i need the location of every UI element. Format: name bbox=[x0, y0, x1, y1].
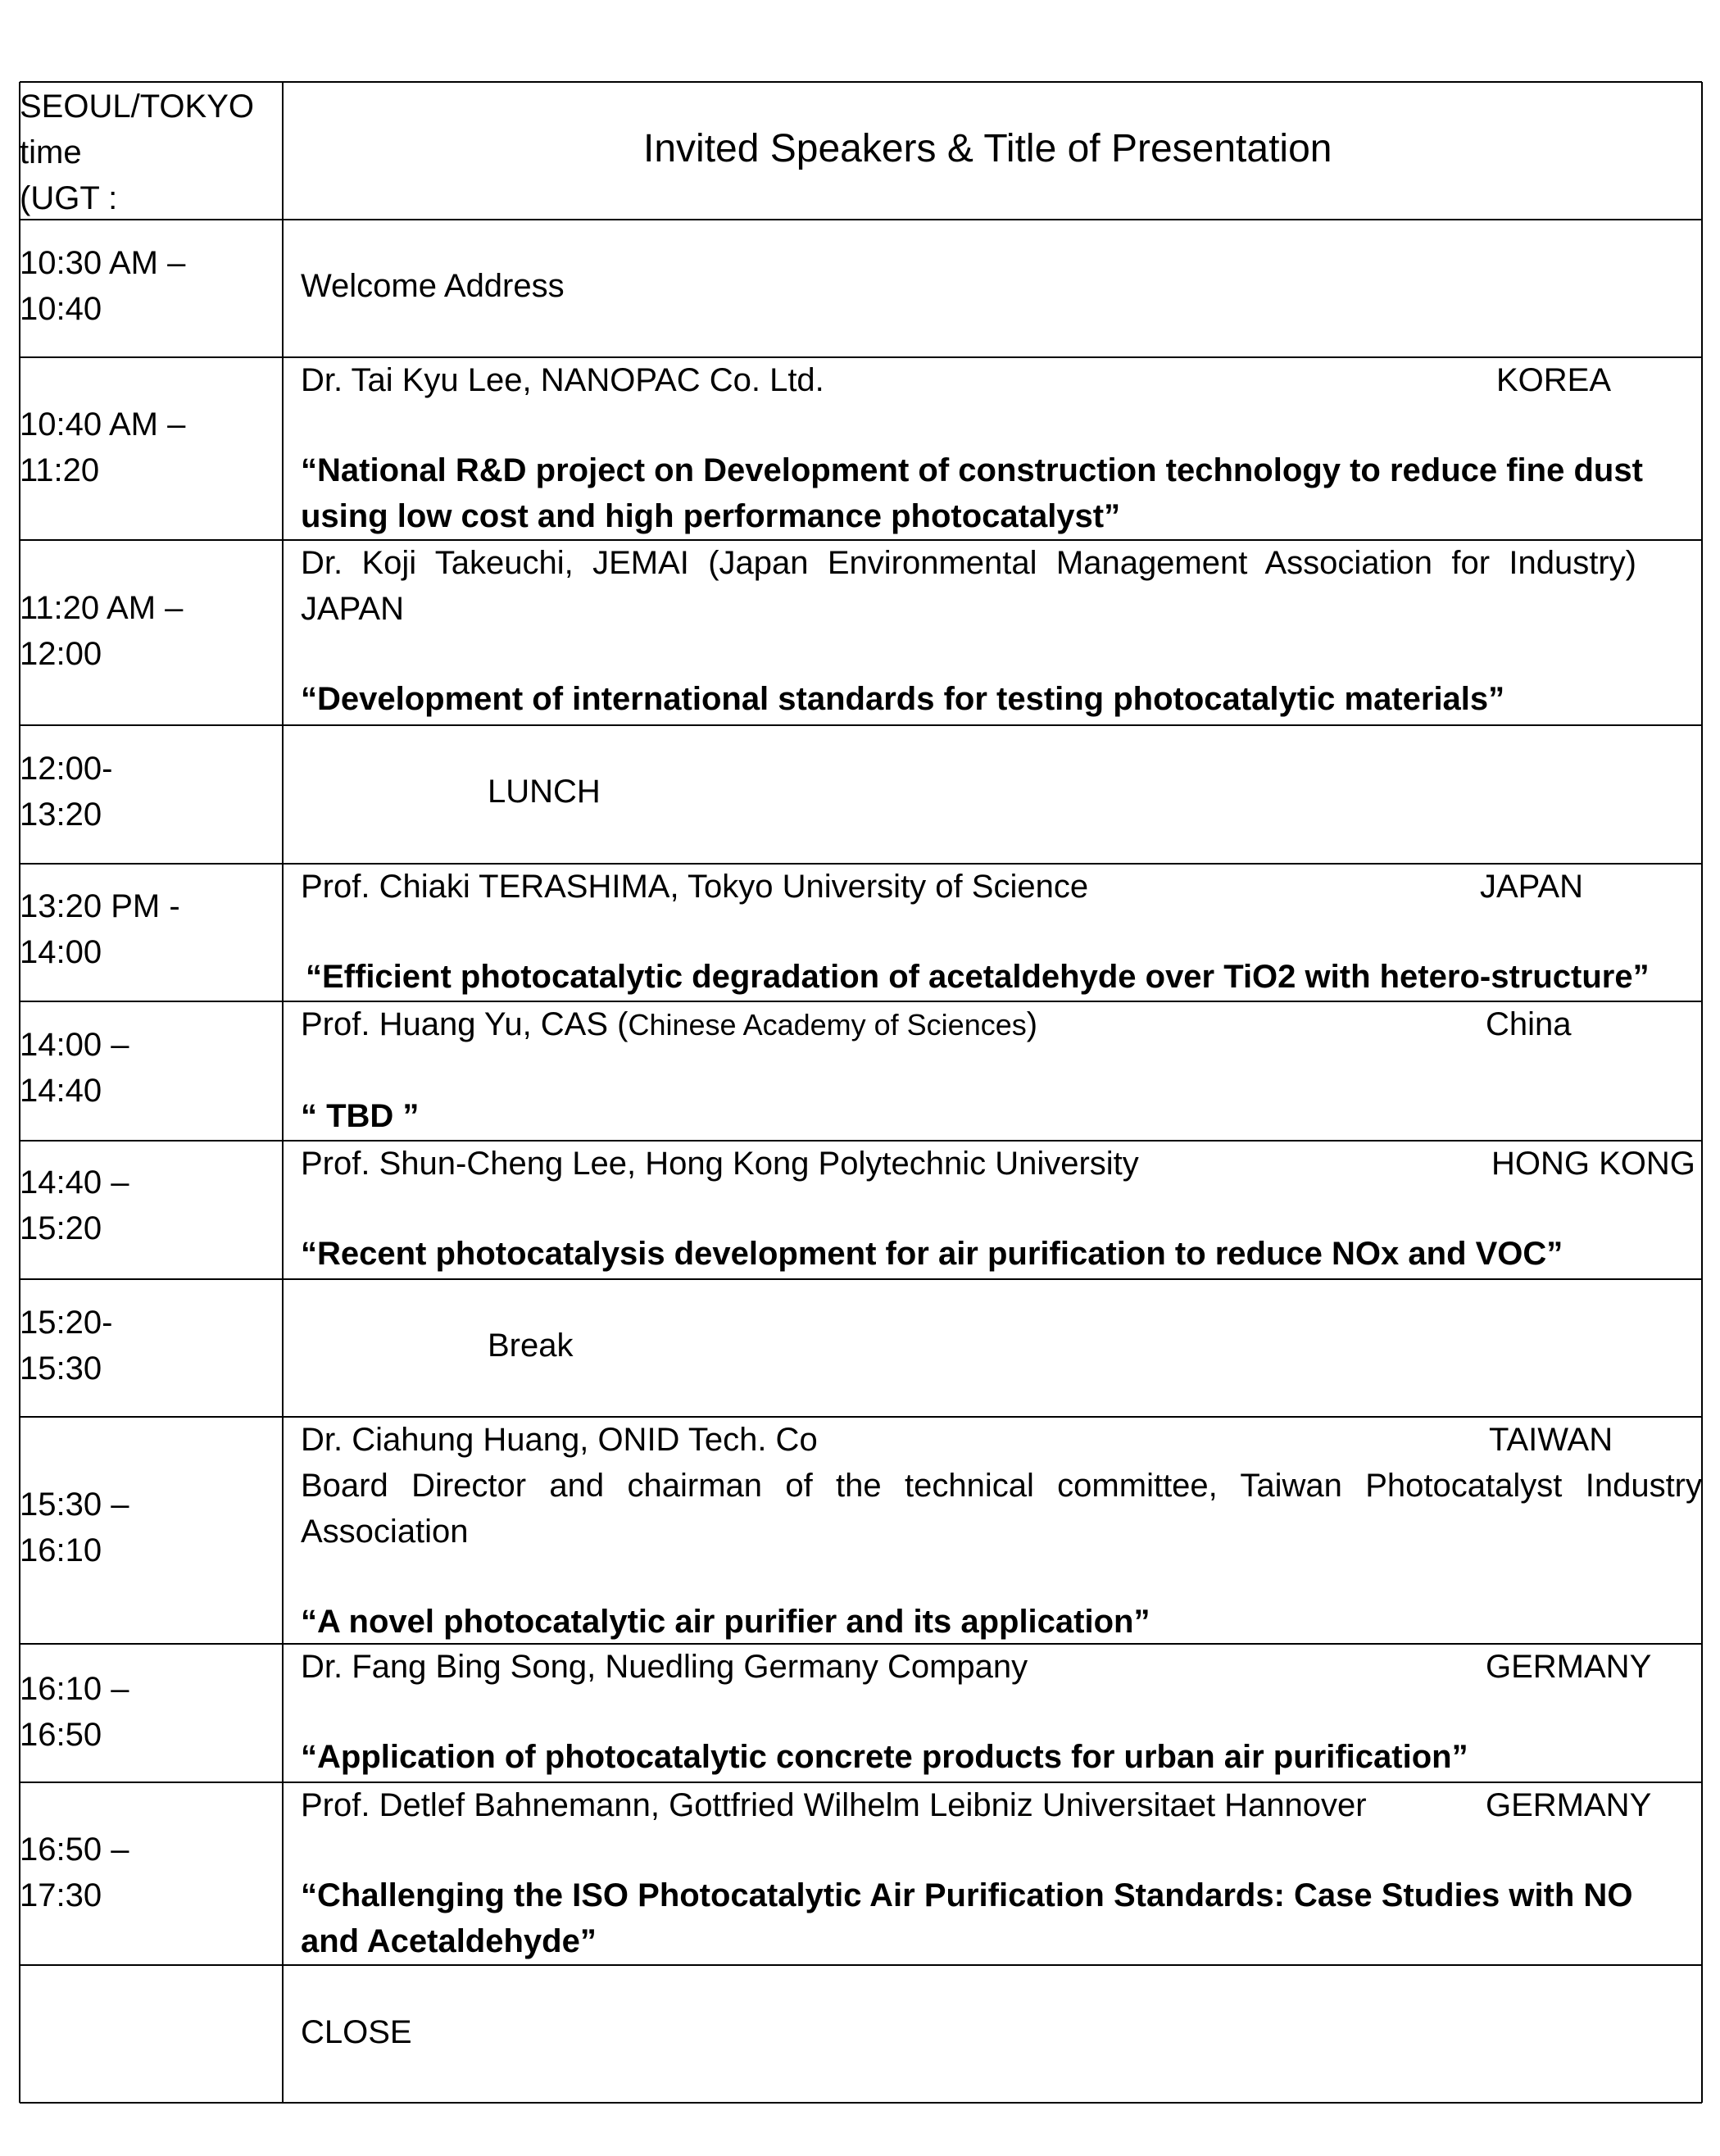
session-label: Welcome Address bbox=[301, 268, 565, 304]
time-line: 14:40 bbox=[20, 1073, 102, 1109]
time-line: 12:00 bbox=[20, 636, 102, 672]
time-cell bbox=[20, 585, 265, 677]
header-time-line: SEOUL/TOKYO bbox=[20, 89, 255, 125]
time-line: 14:00 bbox=[20, 934, 102, 970]
country: HONG KONG bbox=[1491, 1146, 1695, 1182]
time-cell bbox=[20, 746, 265, 837]
time-cell bbox=[20, 1827, 265, 1918]
presentation-title: “A novel photocatalytic air purifier and its application” bbox=[301, 1604, 1150, 1640]
content-cell bbox=[301, 769, 1702, 815]
speaker-line bbox=[301, 864, 1702, 910]
country: China bbox=[1486, 1006, 1572, 1042]
time-line: 16:10 – bbox=[20, 1671, 129, 1707]
speaker: Prof. Shun-Cheng Lee, Hong Kong Polytechnic University bbox=[301, 1146, 1139, 1182]
time-line: 16:50 – bbox=[20, 1831, 129, 1868]
presentation-title: “National R&D project on Development of construction technology to reduce fine dust bbox=[301, 452, 1643, 488]
header-time-line: (UGT : bbox=[20, 180, 118, 216]
time-cell bbox=[20, 1482, 265, 1573]
time-line: 10:40 AM – bbox=[20, 406, 186, 443]
time-line: 12:00- bbox=[20, 751, 113, 787]
presentation-title: and Acetaldehyde” bbox=[301, 1923, 597, 1959]
speaker-role: Association bbox=[301, 1514, 469, 1550]
content-cell bbox=[301, 540, 1702, 725]
time-cell bbox=[20, 1300, 265, 1391]
presentation-title: “Efficient photocatalytic degradation of acetaldehyde over TiO2 with hetero-structure” bbox=[306, 959, 1650, 995]
header-title: Invited Speakers & Title of Presentation bbox=[643, 127, 1332, 170]
content-cell bbox=[301, 1644, 1702, 1782]
speaker-line bbox=[301, 1417, 1702, 1463]
time-cell bbox=[20, 883, 265, 975]
time-line: 11:20 AM – bbox=[20, 590, 184, 626]
speaker: Prof. Detlef Bahnemann, Gottfried Wilhelm Leibniz Universitaet Hannover bbox=[301, 1787, 1367, 1823]
time-line: 11:20 bbox=[20, 452, 100, 488]
time-line: 15:20- bbox=[20, 1305, 113, 1341]
time-line: 15:30 – bbox=[20, 1487, 129, 1523]
time-line: 10:40 bbox=[20, 291, 102, 327]
time-line: 15:30 bbox=[20, 1350, 102, 1387]
presentation-title: “Challenging the ISO Photocatalytic Air Purification Standards: Case Studies with NO bbox=[301, 1877, 1633, 1913]
time-line: 13:20 bbox=[20, 797, 102, 833]
content-cell bbox=[301, 1323, 1702, 1368]
session-label: Break bbox=[488, 1328, 574, 1364]
content-cell bbox=[301, 864, 1702, 1001]
speaker-line bbox=[301, 1644, 1702, 1690]
time-cell bbox=[20, 1160, 265, 1251]
time-line: 14:40 – bbox=[20, 1164, 129, 1201]
country: GERMANY bbox=[1486, 1787, 1652, 1823]
content-cell bbox=[301, 357, 1702, 540]
country: JAPAN bbox=[1480, 869, 1583, 905]
time-line: 14:00 – bbox=[20, 1027, 129, 1063]
time-cell bbox=[20, 1022, 265, 1114]
speaker: Dr. Fang Bing Song, Nuedling Germany Company bbox=[301, 1649, 1028, 1685]
speaker-role: Board Director and chairman of the technical committee, Taiwan Photocatalyst Industry bbox=[301, 1468, 1702, 1504]
time-cell bbox=[20, 240, 265, 332]
content-cell bbox=[301, 1141, 1702, 1279]
time-line: 13:20 PM - bbox=[20, 888, 180, 924]
time-line: 15:20 bbox=[20, 1210, 102, 1246]
time-cell bbox=[20, 1666, 265, 1758]
content-cell bbox=[301, 263, 1702, 309]
speaker-paren: ) bbox=[1026, 1006, 1038, 1042]
time-line: 16:10 bbox=[20, 1532, 102, 1568]
speaker-line bbox=[301, 1141, 1702, 1187]
speaker: Dr. Tai Kyu Lee, NANOPAC Co. Ltd. bbox=[301, 362, 824, 398]
speaker: Dr. Ciahung Huang, ONID Tech. Co bbox=[301, 1422, 818, 1458]
time-line: 16:50 bbox=[20, 1717, 102, 1753]
content-cell bbox=[301, 1001, 1702, 1141]
content-cell bbox=[301, 1782, 1702, 1965]
content-cell bbox=[301, 1417, 1702, 1644]
speaker: Prof. Chiaki TERASHIMA, Tokyo University of Science bbox=[301, 869, 1089, 905]
time-line: 17:30 bbox=[20, 1877, 102, 1913]
speaker-line bbox=[301, 357, 1702, 403]
speaker-affiliation: Chinese Academy of Sciences bbox=[628, 1008, 1027, 1042]
speaker-line bbox=[301, 1001, 1702, 1047]
time-line: 10:30 AM – bbox=[20, 245, 186, 281]
presentation-title: using low cost and high performance photocatalyst” bbox=[301, 498, 1121, 534]
header-time-label bbox=[20, 82, 265, 221]
presentation-title: “Development of international standards for testing photocatalytic materials” bbox=[301, 681, 1505, 717]
presentation-title: “Application of photocatalytic concrete products for urban air purification” bbox=[301, 1739, 1468, 1775]
speaker-line bbox=[301, 1782, 1702, 1828]
content-cell bbox=[301, 2009, 1702, 2055]
country: JAPAN bbox=[301, 591, 404, 627]
country: GERMANY bbox=[1486, 1649, 1652, 1685]
session-label: LUNCH bbox=[488, 774, 601, 810]
speaker: Prof. Huang Yu, CAS ( bbox=[301, 1006, 629, 1042]
speaker: Dr. Koji Takeuchi, JEMAI (Japan Environmental Management Association for Industry) bbox=[301, 545, 1636, 581]
presentation-title: “Recent photocatalysis development for air purification to reduce NOx and VOC” bbox=[301, 1236, 1563, 1272]
time-cell bbox=[20, 402, 265, 493]
session-label: CLOSE bbox=[301, 2014, 412, 2050]
presentation-title: “ TBD ” bbox=[301, 1098, 420, 1134]
country: KOREA bbox=[1496, 362, 1612, 398]
header-time-line: time bbox=[20, 134, 82, 170]
country: TAIWAN bbox=[1489, 1422, 1613, 1458]
